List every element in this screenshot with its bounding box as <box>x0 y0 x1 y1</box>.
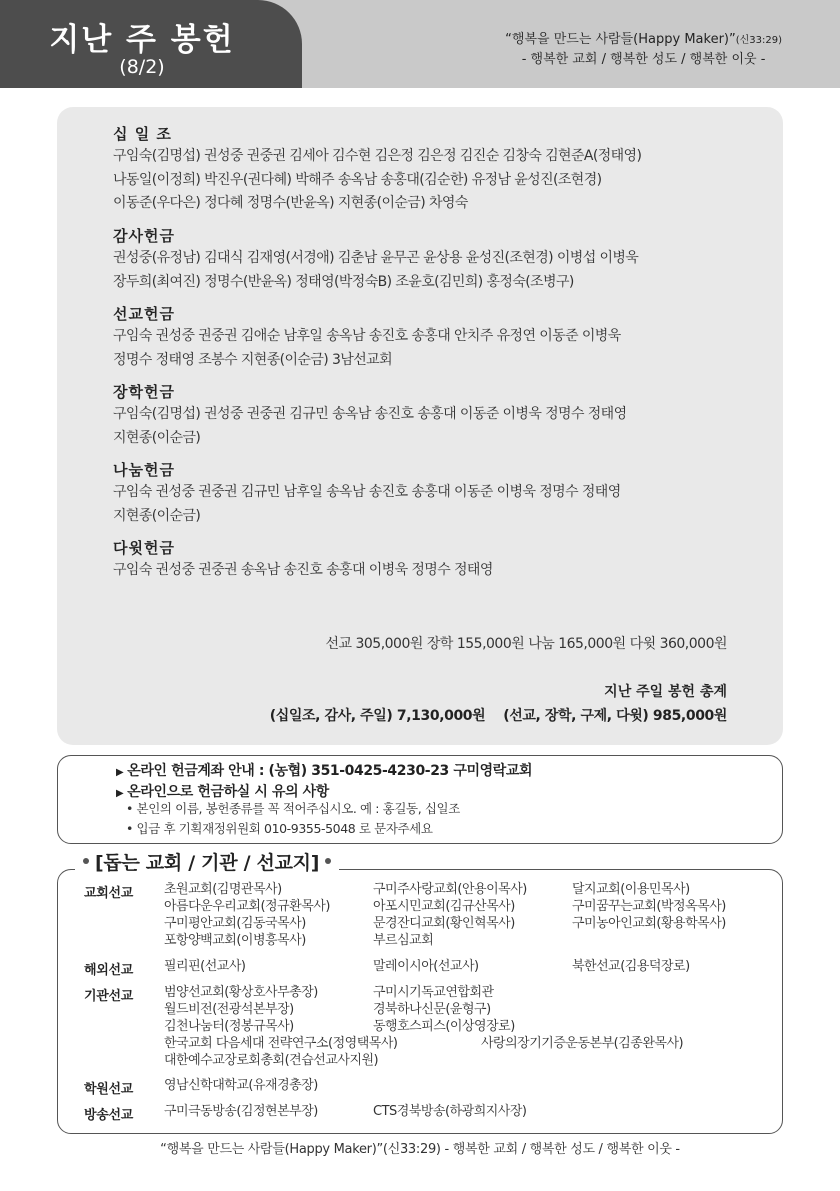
dot-icon <box>83 858 89 864</box>
section-line: 장두희(최여진) 정명수(반윤옥) 정태영(박정숙B) 조윤호(김민희) 홍정숙(조병구) <box>113 273 574 290</box>
total-special: (선교, 장학, 구제, 다윗) 985,000원 <box>503 708 727 724</box>
mission-item: 경북하나신문(윤형구) <box>373 1002 491 1017</box>
mission-item: 사랑의장기기증운동본부(김종완목사) <box>481 1036 684 1051</box>
label-overseas: 해외선교 <box>84 963 134 978</box>
mission-item: 아름다운우리교회(정규환목사) <box>164 899 330 914</box>
mission-item: 구미꿈꾸는교회(박정옥목사) <box>572 899 726 914</box>
offering-total-values <box>270 705 727 725</box>
triangle-icon: ▶ <box>116 767 124 778</box>
mission-item: 부르심교회 <box>373 933 434 948</box>
offering-list-box <box>57 107 783 745</box>
footer-motto: “행복을 만드는 사람들(Happy Maker)”(신33:29) - 행복한 교회 / 행복한 성도 / 행복한 이웃 - <box>160 1142 680 1157</box>
mission-item: CTS경북방송(하광희지사장) <box>373 1104 527 1119</box>
online-note-phone: • 입금 후 기획재정위원회 010-9355-5048 로 문자주세요 <box>126 821 433 836</box>
mission-item: 구미주사랑교회(안용이목사) <box>373 882 527 897</box>
online-account-line <box>116 760 532 780</box>
section-line: 구임숙(김명섭) 권성중 권중권 김세아 김수현 김은정 김은정 김진순 김창숙 김현준A(정태영) <box>113 148 642 164</box>
mission-item: 대한예수교장로회총회(견습선교사지원) <box>164 1053 379 1068</box>
mission-item: 말레이시아(선교사) <box>373 959 479 974</box>
offering-sum-line: 선교 305,000원 장학 155,000원 나눔 165,000원 다윗 360,000원 <box>325 636 727 652</box>
section-line: 지현종(이순금) <box>113 507 201 524</box>
header-motto <box>505 30 782 69</box>
triangle-icon: ▶ <box>116 788 124 799</box>
section-heading: 십 일 조 <box>113 125 172 143</box>
mission-item: 달지교회(이용민목사) <box>572 882 690 897</box>
mission-item: 구미평안교회(김동국목사) <box>164 916 306 931</box>
mission-item: 포항양백교회(이병흥목사) <box>164 933 306 948</box>
section-heading: 감사헌금 <box>113 227 175 245</box>
mission-item: 구미시기독교연합회관 <box>373 985 494 1000</box>
mission-item: 범양선교회(황상호사무총장) <box>164 985 318 1000</box>
section-thanks <box>113 225 753 294</box>
mission-item: 북한선교(김용덕장로) <box>572 959 690 974</box>
mission-item: 한국교회 다음세대 전략연구소(정영택목사) <box>164 1036 398 1051</box>
mission-item: 구미극동방송(김정현본부장) <box>164 1104 318 1119</box>
online-account-text: 온라인 헌금계좌 안내 : (농협) 351-0425-4230-23 구미영락교회 <box>127 763 533 779</box>
section-sharing <box>113 459 753 528</box>
mission-item: 구미농아인교회(황용학목사) <box>572 916 726 931</box>
mission-title: [돕는 교회 / 기관 / 선교지] <box>95 851 320 874</box>
section-line: 구임숙(김명섭) 권성중 권중권 김규민 송옥남 송진호 송홍대 이동준 이병욱 정명수 정태영 <box>113 406 627 422</box>
mission-item: 아포시민교회(김규산목사) <box>373 899 515 914</box>
page-title: 지난 주 봉헌 <box>49 22 235 58</box>
section-line: 구임숙 권성중 권중권 송옥남 송진호 송홍대 이병욱 정명수 정태영 <box>113 562 493 578</box>
dot-icon <box>325 858 331 864</box>
offering-total-title: 지난 주일 봉헌 총계 <box>604 684 727 700</box>
page-date: (8/2) <box>119 56 165 78</box>
section-scholarship <box>113 381 753 450</box>
mission-item: 김천나눔터(정봉규목사) <box>164 1019 294 1034</box>
mission-title-wrap <box>75 848 339 874</box>
online-note-name: • 본인의 이름, 봉헌종류를 꼭 적어주십시오. 예 : 홍길동, 십일조 <box>126 801 460 816</box>
mission-item: 초원교회(김명관목사) <box>164 882 282 897</box>
section-line: 지현종(이순금) <box>113 429 201 446</box>
mission-item: 문경잔디교회(황인혁목사) <box>373 916 515 931</box>
online-notice-text: 온라인으로 헌금하실 시 유의 사항 <box>127 784 329 800</box>
online-notice-line <box>116 781 329 801</box>
section-david <box>113 537 753 583</box>
motto-sub: - 행복한 교회 / 행복한 성도 / 행복한 이웃 - <box>521 52 766 67</box>
motto-main: “행복을 만드는 사람들(Happy Maker)” <box>505 32 736 47</box>
section-heading: 다윗헌금 <box>113 539 175 557</box>
section-tithe <box>113 123 753 216</box>
label-broadcast: 방송선교 <box>84 1108 134 1123</box>
mission-item: 필리핀(선교사) <box>164 959 246 974</box>
label-school: 학원선교 <box>84 1082 134 1097</box>
label-church: 교회선교 <box>84 886 134 901</box>
section-line: 이동준(우다은) 정다혜 정명수(반윤옥) 지현종(이순금) 차영숙 <box>113 195 468 211</box>
section-line: 정명수 정태영 조봉수 지현종(이순금) 3남선교회 <box>113 351 392 368</box>
section-line: 권성중(유정남) 김대식 김재영(서경애) 김춘남 윤무곤 윤상용 윤성진(조현경) 이병섭 이병욱 <box>113 250 639 266</box>
section-line: 구임숙 권성중 권중권 김애순 남후일 송옥남 송진호 송홍대 안치주 유정연 이동준 이병욱 <box>113 328 621 344</box>
section-heading: 선교헌금 <box>113 305 175 323</box>
section-line: 구임숙 권성중 권중권 김규민 남후일 송옥남 송진호 송홍대 이동준 이병욱 정명수 정태영 <box>113 484 621 500</box>
section-heading: 나눔헌금 <box>113 461 175 479</box>
mission-item: 월드비전(전광석본부장) <box>164 1002 294 1017</box>
total-general: (십일조, 감사, 주일) 7,130,000원 <box>269 708 486 724</box>
label-institution: 기관선교 <box>84 989 134 1004</box>
mission-item: 영남신학대학교(유재경총장) <box>164 1078 318 1093</box>
motto-ref: (신33:29) <box>735 35 782 46</box>
mission-item: 동행호스피스(이상영장로) <box>373 1019 515 1034</box>
section-heading: 장학헌금 <box>113 383 175 401</box>
section-line: 나동일(이정희) 박진우(권다혜) 박해주 송옥남 송홍대(김순한) 유정남 윤성진(조현경) <box>113 171 602 188</box>
section-mission <box>113 303 753 372</box>
